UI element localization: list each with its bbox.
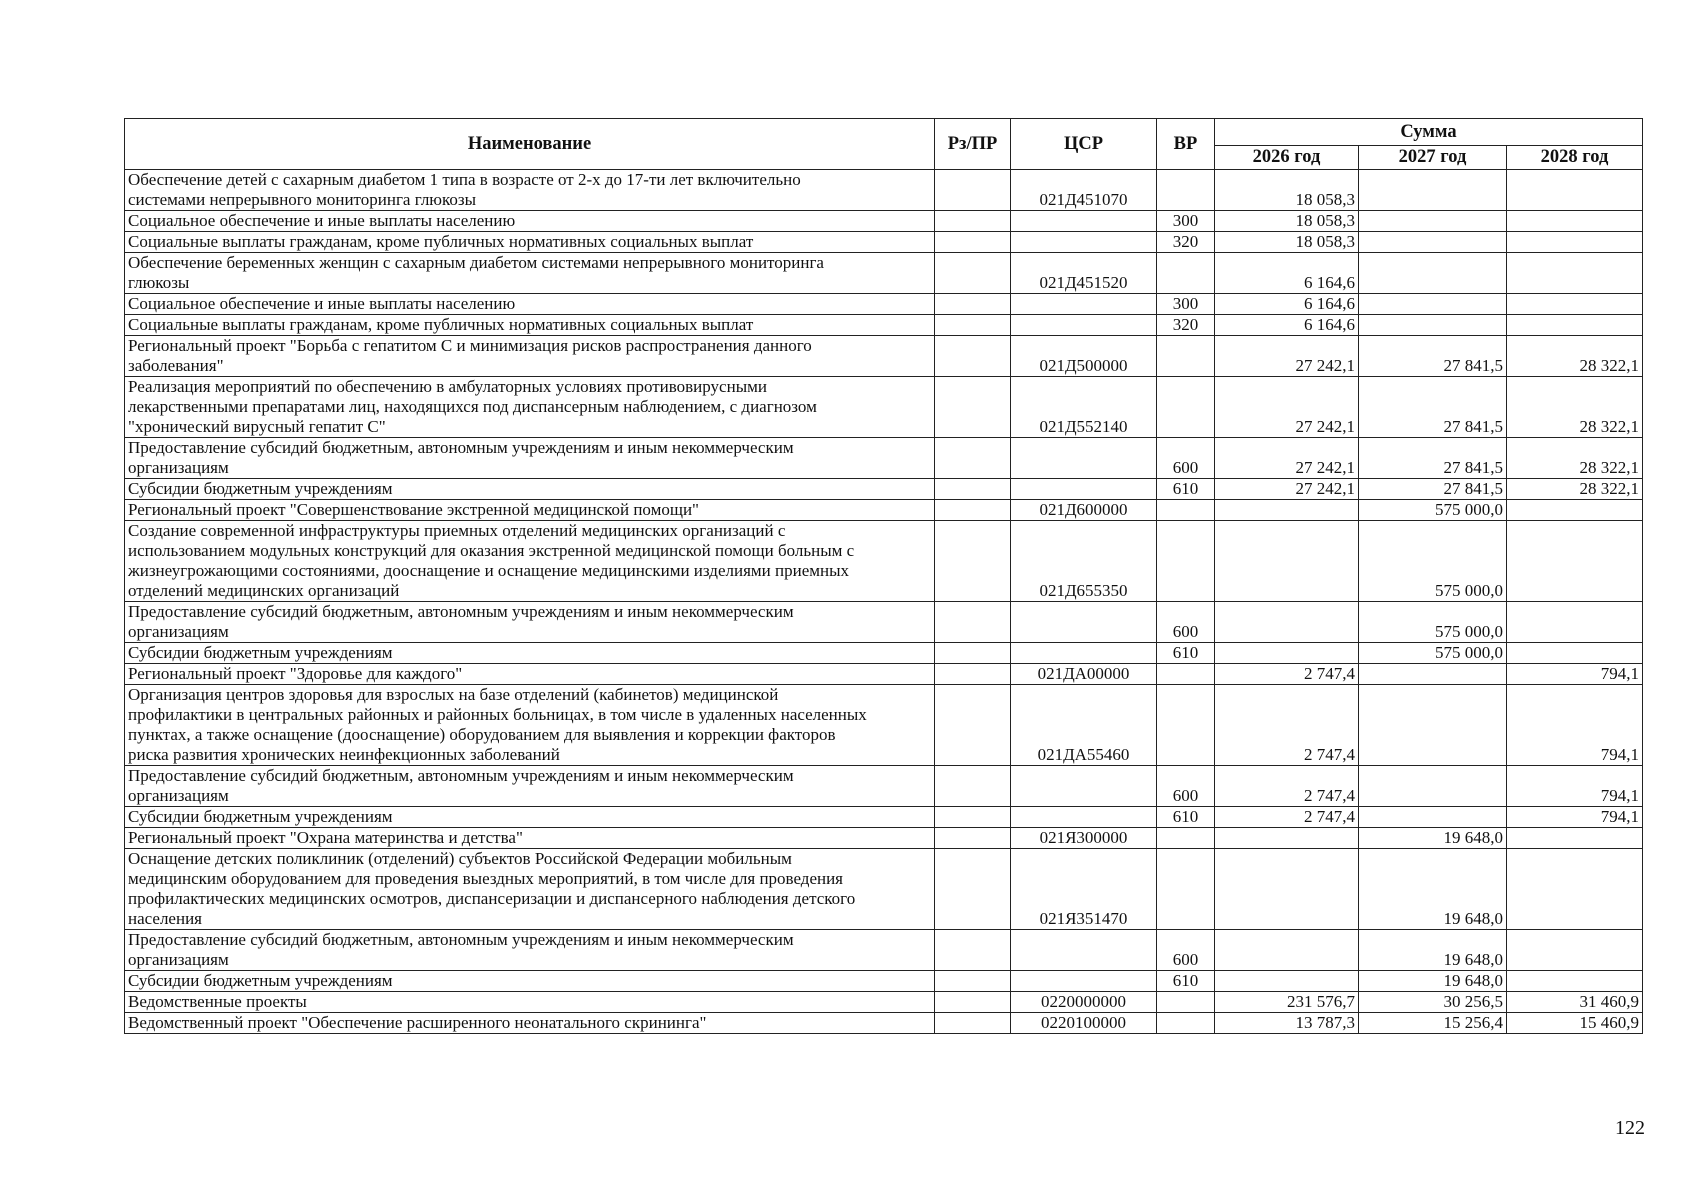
row-name-cell: Предоставление субсидий бюджетным, автономным учреждениям и иным некоммерческим организациям (125, 602, 935, 643)
row-name-cell: Субсидии бюджетным учреждениям (125, 807, 935, 828)
header-year-2026: 2026 год (1215, 145, 1359, 169)
row-csr-cell: 021Д500000 (1011, 336, 1157, 377)
row-2026-cell: 2 747,4 (1215, 685, 1359, 766)
row-vr-cell: 600 (1157, 766, 1215, 807)
row-csr-cell (1011, 211, 1157, 232)
row-rzpr-cell (935, 643, 1011, 664)
row-2026-cell (1215, 930, 1359, 971)
row-csr-cell: 021Д451070 (1011, 170, 1157, 211)
row-2028-cell (1507, 500, 1643, 521)
row-name-cell: Обеспечение детей с сахарным диабетом 1 типа в возрасте от 2-х до 17-ти лет включительно системами непрерывного мониторинга глюкозы (125, 170, 935, 211)
row-2026-cell (1215, 828, 1359, 849)
row-vr-cell: 320 (1157, 232, 1215, 253)
row-vr-cell (1157, 828, 1215, 849)
row-2027-cell (1359, 766, 1507, 807)
row-2027-cell: 575 000,0 (1359, 521, 1507, 602)
row-name-cell: Ведомственный проект "Обеспечение расширенного неонатального скрининга" (125, 1013, 935, 1034)
row-2028-cell (1507, 211, 1643, 232)
row-rzpr-cell (935, 1013, 1011, 1034)
row-2027-cell (1359, 232, 1507, 253)
row-csr-cell (1011, 766, 1157, 807)
row-name-cell: Региональный проект "Борьба с гепатитом С и минимизация рисков распространения данного заболевания" (125, 336, 935, 377)
row-vr-cell (1157, 521, 1215, 602)
table-row (125, 253, 1643, 294)
row-2027-cell: 27 841,5 (1359, 377, 1507, 438)
table-row (125, 315, 1643, 336)
table-row (125, 602, 1643, 643)
row-2026-cell: 27 242,1 (1215, 377, 1359, 438)
row-2026-cell: 13 787,3 (1215, 1013, 1359, 1034)
row-2028-cell (1507, 315, 1643, 336)
row-csr-cell (1011, 232, 1157, 253)
table-row (125, 500, 1643, 521)
row-name-cell: Социальное обеспечение и иные выплаты населению (125, 294, 935, 315)
row-name-cell: Региональный проект "Здоровье для каждого" (125, 664, 935, 685)
row-csr-cell: 021Я300000 (1011, 828, 1157, 849)
row-2028-cell: 28 322,1 (1507, 479, 1643, 500)
row-2027-cell (1359, 315, 1507, 336)
row-rzpr-cell (935, 253, 1011, 294)
row-vr-cell (1157, 685, 1215, 766)
row-2028-cell (1507, 602, 1643, 643)
row-name-cell: Субсидии бюджетным учреждениям (125, 971, 935, 992)
row-vr-cell (1157, 253, 1215, 294)
row-name-cell: Региональный проект "Совершенствование экстренной медицинской помощи" (125, 500, 935, 521)
row-name-cell: Региональный проект "Охрана материнства и детства" (125, 828, 935, 849)
row-2027-cell (1359, 685, 1507, 766)
row-vr-cell: 610 (1157, 479, 1215, 500)
row-2027-cell (1359, 664, 1507, 685)
table-row (125, 930, 1643, 971)
row-2028-cell (1507, 828, 1643, 849)
row-name-cell: Социальные выплаты гражданам, кроме публичных нормативных социальных выплат (125, 232, 935, 253)
row-vr-cell: 600 (1157, 438, 1215, 479)
row-2027-cell (1359, 253, 1507, 294)
row-2026-cell (1215, 971, 1359, 992)
row-2028-cell: 28 322,1 (1507, 336, 1643, 377)
table-row (125, 232, 1643, 253)
header-sum: Сумма (1215, 119, 1643, 146)
row-2028-cell (1507, 930, 1643, 971)
row-vr-cell (1157, 170, 1215, 211)
row-csr-cell: 0220000000 (1011, 992, 1157, 1013)
row-rzpr-cell (935, 232, 1011, 253)
header-csr: ЦСР (1011, 119, 1157, 170)
row-2027-cell: 19 648,0 (1359, 828, 1507, 849)
table-body (125, 170, 1643, 1034)
row-2027-cell: 27 841,5 (1359, 479, 1507, 500)
row-csr-cell (1011, 315, 1157, 336)
row-vr-cell: 600 (1157, 602, 1215, 643)
row-2028-cell: 28 322,1 (1507, 377, 1643, 438)
row-2027-cell: 575 000,0 (1359, 500, 1507, 521)
row-2027-cell: 575 000,0 (1359, 602, 1507, 643)
header-year-2027: 2027 год (1359, 145, 1507, 169)
row-rzpr-cell (935, 479, 1011, 500)
row-2028-cell (1507, 521, 1643, 602)
row-vr-cell (1157, 500, 1215, 521)
row-2028-cell (1507, 849, 1643, 930)
row-name-cell: Социальное обеспечение и иные выплаты населению (125, 211, 935, 232)
row-name-cell: Оснащение детских поликлиник (отделений) субъектов Российской Федерации мобильным медицинским оборудованием для проведения выездных мероприятий, в том числе для проведения профилактических медицинских осмотров, диспансеризации и диспансерного наблюдения детского населения (125, 849, 935, 930)
row-csr-cell (1011, 438, 1157, 479)
row-rzpr-cell (935, 849, 1011, 930)
row-csr-cell (1011, 602, 1157, 643)
table-row (125, 521, 1643, 602)
row-rzpr-cell (935, 664, 1011, 685)
row-2028-cell: 28 322,1 (1507, 438, 1643, 479)
row-rzpr-cell (935, 315, 1011, 336)
header-rzpr: Рз/ПР (935, 119, 1011, 170)
row-name-cell: Субсидии бюджетным учреждениям (125, 643, 935, 664)
table-row (125, 643, 1643, 664)
row-2028-cell: 794,1 (1507, 664, 1643, 685)
row-csr-cell (1011, 807, 1157, 828)
row-2026-cell: 2 747,4 (1215, 807, 1359, 828)
row-rzpr-cell (935, 930, 1011, 971)
table-header (125, 119, 1643, 170)
row-vr-cell (1157, 849, 1215, 930)
table-row (125, 992, 1643, 1013)
row-2027-cell: 30 256,5 (1359, 992, 1507, 1013)
row-2026-cell (1215, 602, 1359, 643)
header-year-2028: 2028 год (1507, 145, 1643, 169)
row-csr-cell: 021ДА00000 (1011, 664, 1157, 685)
row-rzpr-cell (935, 521, 1011, 602)
row-2027-cell (1359, 211, 1507, 232)
row-rzpr-cell (935, 500, 1011, 521)
row-vr-cell: 600 (1157, 930, 1215, 971)
row-vr-cell: 320 (1157, 315, 1215, 336)
row-2026-cell: 6 164,6 (1215, 315, 1359, 336)
table-row (125, 211, 1643, 232)
row-rzpr-cell (935, 170, 1011, 211)
row-2027-cell: 575 000,0 (1359, 643, 1507, 664)
row-2026-cell: 27 242,1 (1215, 336, 1359, 377)
row-vr-cell (1157, 664, 1215, 685)
row-vr-cell: 610 (1157, 807, 1215, 828)
row-csr-cell: 021Д655350 (1011, 521, 1157, 602)
row-2026-cell: 231 576,7 (1215, 992, 1359, 1013)
row-2027-cell (1359, 294, 1507, 315)
row-2026-cell: 6 164,6 (1215, 294, 1359, 315)
row-vr-cell: 610 (1157, 643, 1215, 664)
row-csr-cell: 021Д451520 (1011, 253, 1157, 294)
header-name: Наименование (125, 119, 935, 170)
table-row (125, 685, 1643, 766)
row-2028-cell (1507, 170, 1643, 211)
table-row (125, 766, 1643, 807)
row-2027-cell: 19 648,0 (1359, 849, 1507, 930)
row-rzpr-cell (935, 766, 1011, 807)
row-2028-cell: 794,1 (1507, 685, 1643, 766)
row-vr-cell (1157, 1013, 1215, 1034)
row-vr-cell: 610 (1157, 971, 1215, 992)
row-rzpr-cell (935, 294, 1011, 315)
row-rzpr-cell (935, 377, 1011, 438)
row-2026-cell (1215, 643, 1359, 664)
table-row (125, 170, 1643, 211)
row-vr-cell (1157, 377, 1215, 438)
table-row (125, 438, 1643, 479)
row-2028-cell (1507, 232, 1643, 253)
row-2028-cell: 31 460,9 (1507, 992, 1643, 1013)
row-2028-cell: 794,1 (1507, 807, 1643, 828)
row-name-cell: Предоставление субсидий бюджетным, автономным учреждениям и иным некоммерческим организациям (125, 438, 935, 479)
row-2026-cell: 27 242,1 (1215, 438, 1359, 479)
row-2026-cell: 27 242,1 (1215, 479, 1359, 500)
row-rzpr-cell (935, 438, 1011, 479)
row-2027-cell: 27 841,5 (1359, 438, 1507, 479)
table-row (125, 1013, 1643, 1034)
table-row (125, 849, 1643, 930)
row-rzpr-cell (935, 971, 1011, 992)
row-2026-cell: 2 747,4 (1215, 664, 1359, 685)
row-csr-cell: 0220100000 (1011, 1013, 1157, 1034)
table-row (125, 807, 1643, 828)
row-name-cell: Ведомственные проекты (125, 992, 935, 1013)
row-2027-cell (1359, 807, 1507, 828)
row-csr-cell: 021Д600000 (1011, 500, 1157, 521)
row-2028-cell (1507, 643, 1643, 664)
row-csr-cell: 021Я351470 (1011, 849, 1157, 930)
row-2026-cell: 18 058,3 (1215, 170, 1359, 211)
row-vr-cell: 300 (1157, 294, 1215, 315)
row-name-cell: Создание современной инфраструктуры приемных отделений медицинских организаций с использованием модульных конструкций для оказания экстренной медицинской помощи больным с жизнеугрожающими состояниями, дооснащение и оснащение медицинскими изделиями приемных отделений медицинских организаций (125, 521, 935, 602)
row-2026-cell (1215, 849, 1359, 930)
row-2026-cell (1215, 500, 1359, 521)
row-name-cell: Организация центров здоровья для взрослых на базе отделений (кабинетов) медицинской профилактики в центральных районных и районных больницах, в том числе в удаленных населенных пунктах, а также оснащение (дооснащение) оборудованием для выявления и коррекции факторов риска развития хронических неинфекционных заболеваний (125, 685, 935, 766)
budget-table (124, 118, 1643, 1034)
row-csr-cell (1011, 479, 1157, 500)
row-2028-cell: 15 460,9 (1507, 1013, 1643, 1034)
row-2026-cell: 2 747,4 (1215, 766, 1359, 807)
row-csr-cell: 021Д552140 (1011, 377, 1157, 438)
row-2026-cell: 6 164,6 (1215, 253, 1359, 294)
row-name-cell: Предоставление субсидий бюджетным, автономным учреждениям и иным некоммерческим организациям (125, 766, 935, 807)
row-vr-cell: 300 (1157, 211, 1215, 232)
row-2028-cell: 794,1 (1507, 766, 1643, 807)
table-row (125, 971, 1643, 992)
row-2028-cell (1507, 253, 1643, 294)
page-number: 122 (1615, 1117, 1645, 1139)
row-csr-cell (1011, 643, 1157, 664)
row-rzpr-cell (935, 828, 1011, 849)
row-2027-cell: 15 256,4 (1359, 1013, 1507, 1034)
table-row (125, 377, 1643, 438)
row-rzpr-cell (935, 807, 1011, 828)
row-2028-cell (1507, 971, 1643, 992)
row-name-cell: Социальные выплаты гражданам, кроме публичных нормативных социальных выплат (125, 315, 935, 336)
row-name-cell: Субсидии бюджетным учреждениям (125, 479, 935, 500)
table-row (125, 828, 1643, 849)
row-name-cell: Обеспечение беременных женщин с сахарным диабетом системами непрерывного мониторинга глюкозы (125, 253, 935, 294)
row-rzpr-cell (935, 992, 1011, 1013)
row-rzpr-cell (935, 336, 1011, 377)
row-csr-cell (1011, 294, 1157, 315)
row-csr-cell (1011, 971, 1157, 992)
header-vr: ВР (1157, 119, 1215, 170)
row-2026-cell: 18 058,3 (1215, 232, 1359, 253)
row-name-cell: Предоставление субсидий бюджетным, автономным учреждениям и иным некоммерческим организациям (125, 930, 935, 971)
row-2026-cell (1215, 521, 1359, 602)
row-2027-cell: 19 648,0 (1359, 930, 1507, 971)
table-row (125, 336, 1643, 377)
row-vr-cell (1157, 336, 1215, 377)
table-row (125, 294, 1643, 315)
row-vr-cell (1157, 992, 1215, 1013)
row-2026-cell: 18 058,3 (1215, 211, 1359, 232)
row-2027-cell (1359, 170, 1507, 211)
row-csr-cell: 021ДА55460 (1011, 685, 1157, 766)
row-csr-cell (1011, 930, 1157, 971)
row-2027-cell: 27 841,5 (1359, 336, 1507, 377)
row-rzpr-cell (935, 211, 1011, 232)
row-rzpr-cell (935, 685, 1011, 766)
table-row (125, 664, 1643, 685)
row-name-cell: Реализация мероприятий по обеспечению в амбулаторных условиях противовирусными лекарственными препаратами лиц, находящихся под диспансерным наблюдением, с диагнозом "хронический вирусный гепатит С" (125, 377, 935, 438)
row-rzpr-cell (935, 602, 1011, 643)
row-2028-cell (1507, 294, 1643, 315)
table-row (125, 479, 1643, 500)
row-2027-cell: 19 648,0 (1359, 971, 1507, 992)
